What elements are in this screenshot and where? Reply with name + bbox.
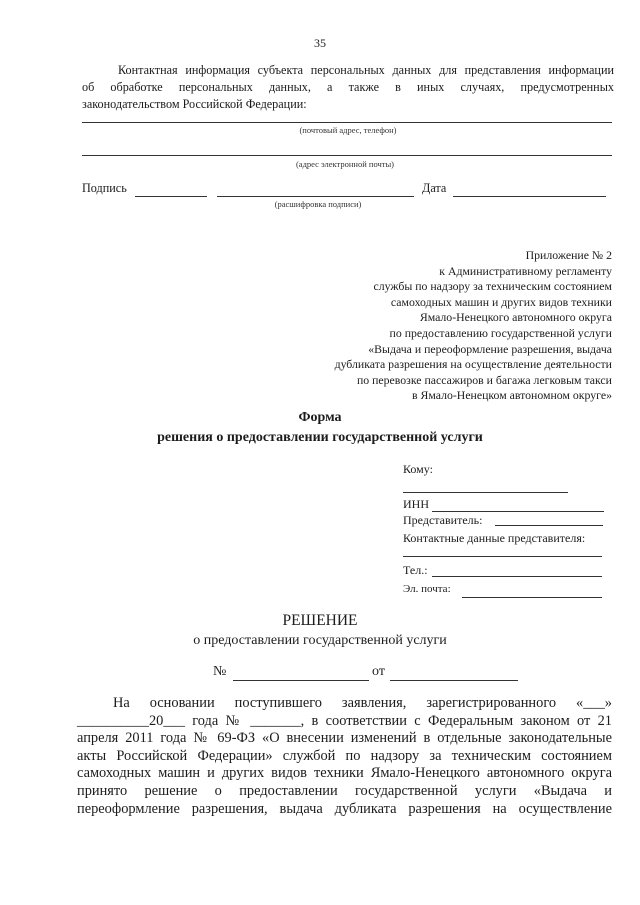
- body-line-3: апреля 2011 года № 69-ФЗ «О внесении изменений в отдельные законодательные: [77, 730, 612, 747]
- body-line-2: __________20___ года № _______, в соответствии с Федеральным законом от 21: [77, 712, 612, 729]
- form-subtitle: решения о предоставлении государственной услуги: [157, 430, 483, 445]
- appendix-line: в Ямало-Ненецком автономном округе»: [411, 388, 612, 403]
- contact-info-line-3: законодательством Российской Федерации:: [82, 97, 307, 112]
- representative-contacts-line[interactable]: [403, 556, 602, 557]
- inn-label: ИНН: [403, 497, 429, 511]
- inn-line[interactable]: [432, 511, 604, 512]
- contact-info-paragraph: [82, 62, 614, 114]
- postal-address-caption: (почтовый адрес, телефон): [299, 125, 397, 135]
- to-label: Кому:: [403, 462, 433, 476]
- representative-label: Представитель:: [403, 513, 483, 527]
- email-label: Эл. почта:: [403, 583, 451, 595]
- decision-subtitle: о предоставлении государственной услуги: [193, 633, 447, 648]
- email-address-caption: (адрес электронной почты): [295, 159, 395, 169]
- signature-line[interactable]: [135, 196, 207, 197]
- appendix-block: [335, 248, 612, 404]
- signature-decoding-caption: (расшифровка подписи): [274, 199, 362, 209]
- body-line-7: переоформление разрешения, выдача дубликата разрешения на осуществление: [77, 800, 612, 817]
- email-line[interactable]: [462, 597, 602, 598]
- contact-info-line-2: об обработке персональных данных, а также в иных случаях, предусмотренных: [82, 80, 614, 95]
- appendix-line: самоходных машин и других видов техники: [390, 294, 612, 309]
- appendix-line: Приложение № 2: [525, 248, 612, 262]
- decision-number-line[interactable]: [233, 680, 369, 681]
- decision-title: РЕШЕНИЕ: [282, 612, 358, 629]
- signature-label: Подпись: [82, 181, 127, 195]
- decision-date-label: от: [372, 664, 385, 679]
- phone-label: Тел.:: [403, 563, 428, 577]
- appendix-line: «Выдача и переоформление разрешения, выдача: [368, 341, 612, 356]
- contact-info-line-1: Контактная информация субъекта персональных данных для представления информации: [118, 63, 614, 77]
- representative-contacts-label: Контактные данные представителя:: [403, 531, 586, 545]
- body-line-5: самоходных машин и других видов техники Ямало-Ненецкого автономного округа: [77, 765, 612, 782]
- appendix-line: службы по надзору за техническим состоянием: [373, 279, 612, 294]
- appendix-line: к Административному регламенту: [439, 263, 612, 278]
- phone-line[interactable]: [432, 576, 602, 577]
- postal-address-line[interactable]: [82, 122, 612, 123]
- body-line-4: акты Российской Федерации» службой по надзору за техническим состоянием: [77, 747, 612, 764]
- appendix-line: по предоставлению государственной услуги: [389, 325, 612, 340]
- appendix-line: по перевозке пассажиров и багажа легковым такси: [356, 372, 612, 387]
- date-line[interactable]: [453, 196, 606, 197]
- decision-date-line[interactable]: [390, 680, 518, 681]
- to-line[interactable]: [403, 492, 568, 493]
- form-title: Форма: [298, 410, 342, 425]
- body-line-6: принято решение о предоставлении государственной услуги «Выдача и: [77, 782, 612, 799]
- appendix-line: Ямало-Ненецкого автономного округа: [419, 310, 612, 325]
- representative-line[interactable]: [495, 525, 603, 526]
- page-number: 35: [314, 36, 326, 50]
- decision-body-paragraph: [77, 695, 612, 818]
- email-address-line[interactable]: [82, 155, 612, 156]
- date-label: Дата: [422, 181, 447, 195]
- body-line-1: На основании поступившего заявления, зарегистрированного «___»: [113, 695, 612, 711]
- signature-decoding-line[interactable]: [217, 196, 414, 197]
- appendix-line: дубликата разрешения на осуществление деятельности: [334, 357, 612, 372]
- decision-number-label: №: [213, 664, 227, 679]
